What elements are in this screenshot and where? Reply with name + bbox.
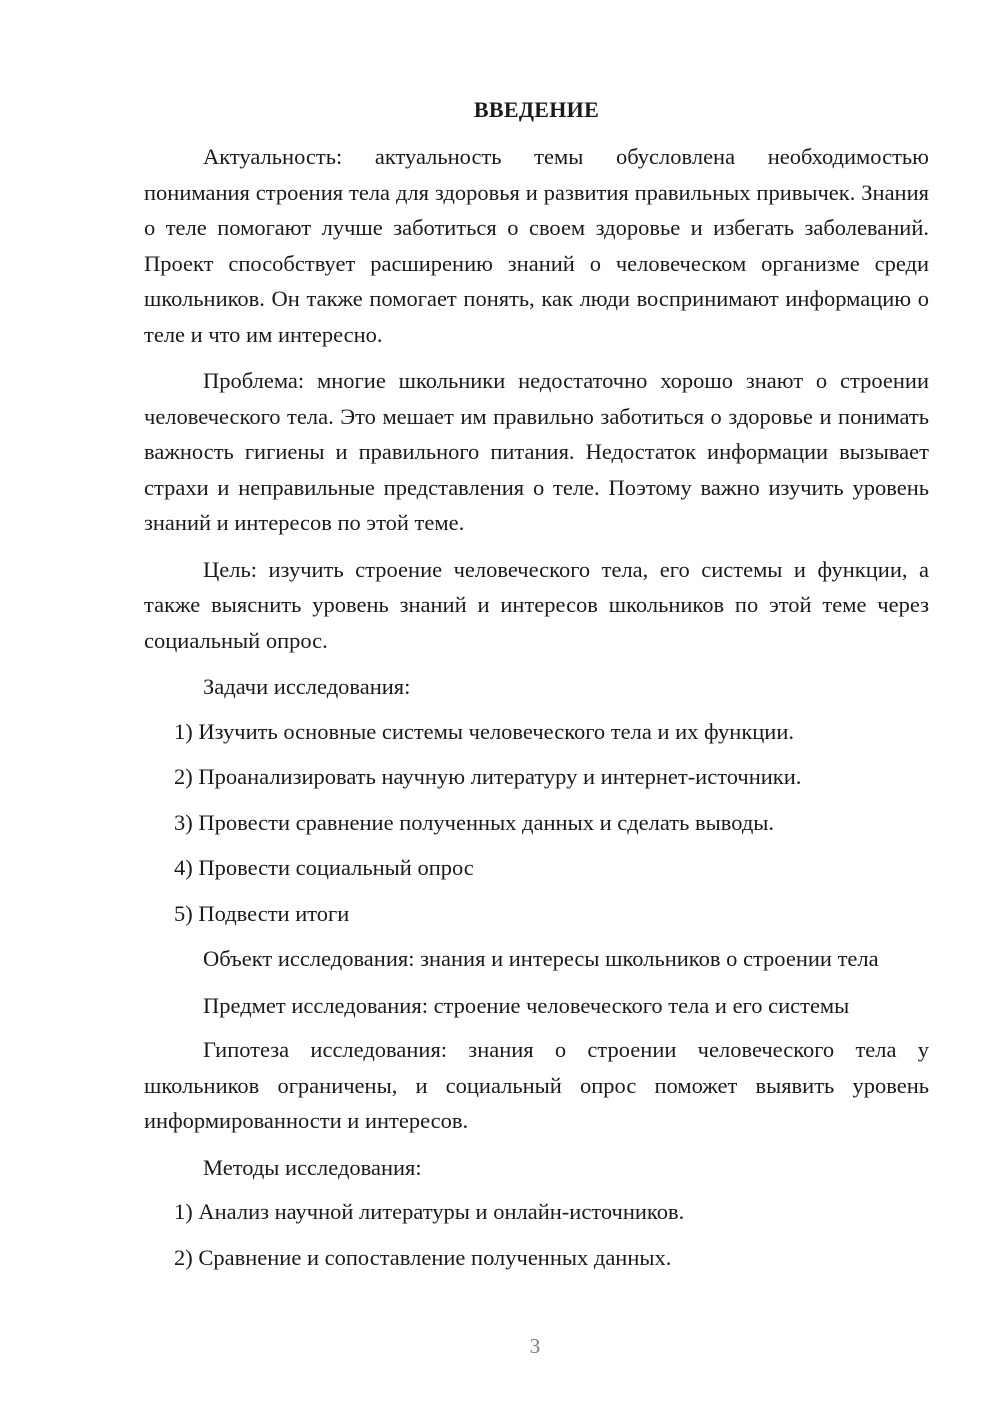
page-number: 3 <box>529 1334 541 1358</box>
goal-paragraph: Цель: изучить строение человеческого тела, его системы и функции, а также выяснить уровень знаний и интересов школьников по этой теме через социальный опрос. <box>144 556 929 653</box>
list-item: 1) Анализ научной литературы и онлайн-источников. <box>174 1199 685 1224</box>
object-paragraph: Объект исследования: знания и интересы школьников о строении тела <box>203 946 879 971</box>
tasks-list <box>144 714 929 932</box>
page-title: ВВЕДЕНИЕ <box>473 97 600 122</box>
page-content <box>144 96 929 1285</box>
hypothesis-paragraph: Гипотеза исследования: знания о строении человеческого тела у школьников ограничены, и социальный опрос поможет выявить уровень информированности и интересов. <box>144 1037 929 1133</box>
list-item: 3) Провести сравнение полученных данных и сделать выводы. <box>174 809 775 835</box>
list-item: 2) Проанализировать научную литературу и интернет-источники. <box>174 764 802 789</box>
list-item: 2) Сравнение и сопоставление полученных данных. <box>174 1244 672 1270</box>
problem-paragraph: Проблема: многие школьники недостаточно хорошо знают о строении человеческого тела. Это мешает им правильно заботиться о здоровье и понимать важность гигиены и правильного питания. Недостаток информации вызывает страхи и неправильные представления о теле. Поэтому важно изучить уровень знаний и интересов по этой теме. <box>144 368 929 535</box>
list-item: 5) Подвести итоги <box>174 900 350 926</box>
tasks-heading: Задачи исследования: <box>203 674 411 699</box>
list-item: 4) Провести социальный опрос <box>174 855 474 880</box>
relevance-paragraph: Актуальность: актуальность темы обусловлена необходимостью понимания строения тела для здоровья и развития правильных привычек. Знания о теле помогают лучше заботиться о своем здоровье и избегать заболеваний. Проект способствует расширению знаний о человеческом организме среди школьников. Он также помогает понять, как люди воспринимают информацию о теле и что им интересно. <box>144 144 929 347</box>
list-item: 1) Изучить основные системы человеческого тела и их функции. <box>174 718 795 744</box>
methods-heading: Методы исследования: <box>203 1154 422 1180</box>
subject-paragraph: Предмет исследования: строение человеческого тела и его системы <box>203 992 850 1018</box>
methods-list <box>144 1194 929 1275</box>
